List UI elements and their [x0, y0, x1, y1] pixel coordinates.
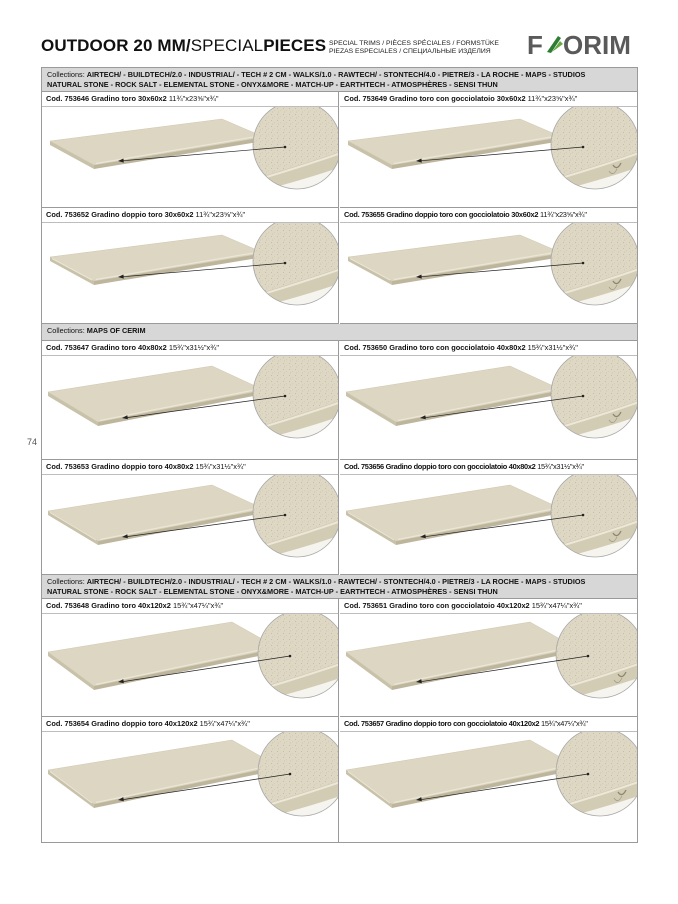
- product-title: Cod. 753652 Gradino doppio toro 30x60x2 11¾"x23⅝"x¾": [42, 208, 338, 223]
- collections-label: Collections:: [47, 577, 87, 586]
- detail-magnifier: [551, 475, 637, 561]
- product-cell: [340, 92, 637, 208]
- stone-slab: [48, 740, 278, 808]
- product-cell: [42, 341, 339, 460]
- product-cell: [42, 92, 339, 208]
- collections-label: Collections:: [47, 70, 87, 79]
- detail-magnifier: [556, 614, 637, 702]
- stone-slab: [346, 485, 562, 545]
- detail-magnifier: [551, 107, 637, 193]
- collections-line-2: NATURAL STONE - ROCK SALT - ELEMENTAL STONE - ONYX&MORE - MATCH-UP - EARTHTECH - ATMOSPHÈRES - SENSI THUN: [47, 586, 498, 596]
- step-illustration: [340, 107, 637, 207]
- stone-slab: [348, 119, 562, 169]
- product-cell: [340, 460, 637, 575]
- detail-magnifier: [258, 732, 339, 820]
- product-cell: [42, 717, 339, 842]
- step-illustration: [42, 107, 339, 207]
- product-title: Cod. 753651 Gradino toro con gocciolatoio 40x120x2 15¾"x47¼"x¾": [340, 599, 637, 614]
- page-title: [41, 36, 326, 56]
- stone-slab: [346, 366, 562, 426]
- detail-magnifier: [253, 107, 339, 193]
- detail-magnifier: [551, 356, 637, 442]
- product-cell: [340, 599, 637, 717]
- step-illustration: [42, 223, 339, 323]
- stone-slab: [50, 119, 264, 169]
- collections-line-1: AIRTECH/ - BUILDTECH/2.0 - INDUSTRIAL/ - TECH # 2 CM - WALKS/1.0 - RAWTECH/ - STONTECH/4.0 - PIETRE/3 - LA ROCHE - MAPS - STUDIOS: [86, 70, 586, 79]
- collections-line-1: AIRTECH/ - BUILDTECH/2.0 - INDUSTRIAL/ - TECH # 2 CM - WALKS/1.0 - RAWTECH/ - STONTECH/4.0 - PIETRE/3 - LA ROCHE - MAPS - STUDIOS: [86, 577, 586, 586]
- logo-letters-orim: ORIM: [563, 30, 631, 60]
- product-title: Cod. 753650 Gradino toro con gocciolatoio 40x80x2 15¾"x31½"x¾": [340, 341, 637, 356]
- product-cell: [340, 341, 637, 460]
- product-title: Cod. 753649 Gradino toro con gocciolatoio 30x60x2 11¾"x23⅝"x¾": [340, 92, 637, 107]
- collection-bar-2: [42, 324, 637, 341]
- product-title: Cod. 753653 Gradino doppio toro 40x80x2 15¾"x31½"x¾": [42, 460, 338, 475]
- step-illustration: [42, 732, 339, 832]
- product-title: Cod. 753654 Gradino doppio toro 40x120x2 15¾"x47¼"x¾": [42, 717, 338, 732]
- stone-slab: [48, 622, 278, 690]
- stone-slab: [50, 235, 264, 285]
- product-cell: [340, 208, 637, 324]
- detail-magnifier: [253, 475, 339, 561]
- title-bold: OUTDOOR 20 MM/: [41, 36, 191, 55]
- product-cell: [42, 460, 339, 575]
- detail-magnifier: [258, 614, 339, 702]
- product-cell: [340, 717, 637, 842]
- stone-slab: [346, 740, 576, 808]
- stone-slab: [48, 485, 264, 545]
- collections-label: Collections:: [47, 326, 87, 335]
- product-title: Cod. 753646 Gradino toro 30x60x2 11¾"x23⅝"x¾": [42, 92, 338, 107]
- detail-magnifier: [253, 223, 339, 309]
- step-illustration: [340, 223, 637, 323]
- product-title: Cod. 753648 Gradino toro 40x120x2 15¾"x47¼"x¾": [42, 599, 338, 614]
- product-cell: [42, 599, 339, 717]
- product-title: Cod. 753656 Gradino doppio toro con gocciolatoio 40x80x2 15¾"x31½"x¾": [340, 460, 637, 475]
- florim-logo: [527, 30, 639, 60]
- step-illustration: [340, 475, 637, 575]
- collections-line-1: MAPS OF CERIM: [86, 326, 146, 335]
- step-illustration: [340, 356, 637, 456]
- logo-letter-f: F: [527, 30, 543, 60]
- collections-line-2: NATURAL STONE - ROCK SALT - ELEMENTAL STONE - ONYX&MORE - MATCH-UP - EARTHTECH - ATMOSPHÈRES - SENSI THUN: [47, 79, 498, 89]
- title-light: SPECIAL: [190, 36, 264, 55]
- collection-bar-3: [42, 575, 637, 599]
- stone-slab: [348, 235, 562, 285]
- step-illustration: [42, 475, 339, 575]
- step-illustration: [340, 614, 637, 714]
- catalog-table: [41, 67, 638, 843]
- detail-magnifier: [556, 732, 637, 820]
- title-end: PIECES: [263, 36, 327, 55]
- product-title: Cod. 753647 Gradino toro 40x80x2 15¾"x31½"x¾": [42, 341, 338, 356]
- subtitle-line-2: PIEZAS ESPECIALES / СПЕЦИАЛЬНЫЕ ИЗДЕЛИЯ: [329, 48, 491, 55]
- product-title: Cod. 753657 Gradino doppio toro con gocciolatoio 40x120x2 15¾"x47¼"x¾": [340, 717, 637, 732]
- subtitle-line-1: SPECIAL TRIMS / PIÈCES SPÉCIALES / FORMSTÜKE: [329, 40, 499, 47]
- stone-slab: [346, 622, 576, 690]
- product-cell: [42, 208, 339, 324]
- collection-bar-1: [42, 68, 637, 92]
- page-number: 74: [27, 437, 38, 447]
- detail-magnifier: [551, 223, 637, 309]
- step-illustration: [340, 732, 637, 832]
- logo-leaf-icon: [547, 36, 563, 53]
- stone-slab: [48, 366, 264, 426]
- step-illustration: [42, 356, 339, 456]
- page-subtitle: [329, 40, 499, 56]
- product-title: Cod. 753655 Gradino doppio toro con gocciolatoio 30x60x2 11¾"x23⅝"x¾": [340, 208, 637, 223]
- detail-magnifier: [253, 356, 339, 442]
- page-header: [41, 30, 638, 64]
- step-illustration: [42, 614, 339, 714]
